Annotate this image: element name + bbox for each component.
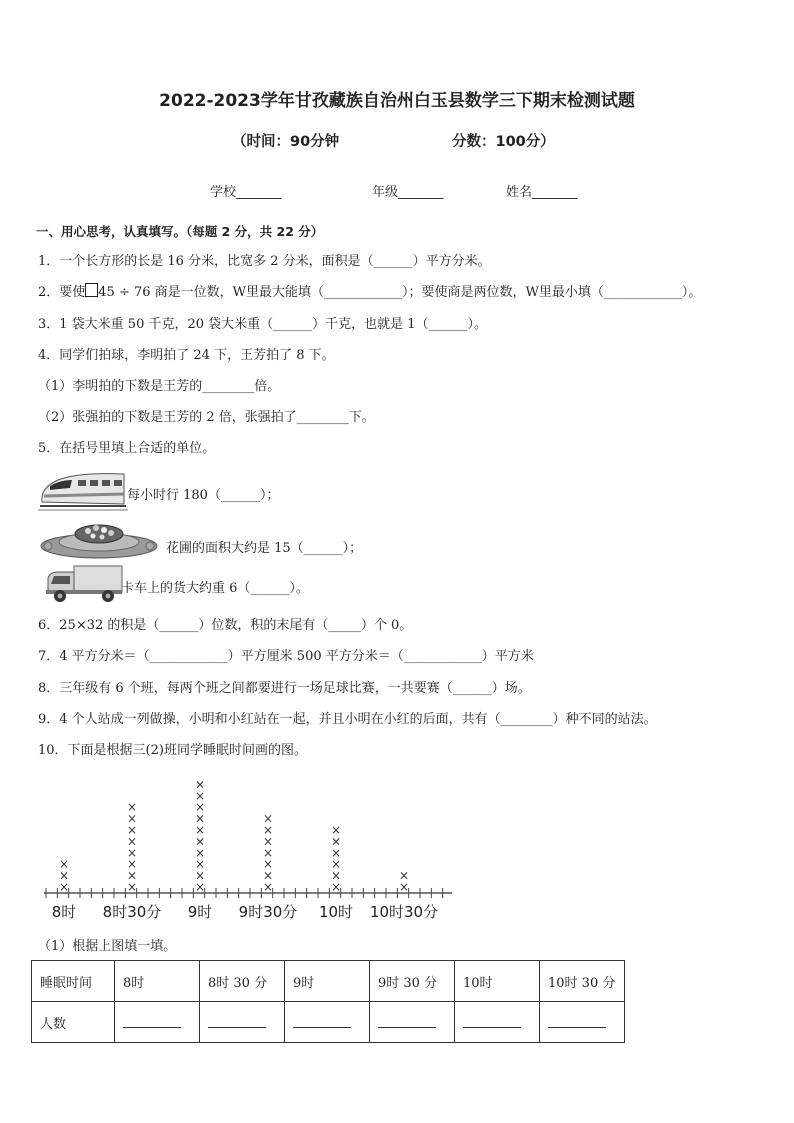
data-mark: × [194,868,206,883]
data-mark: × [330,880,342,894]
data-mark: × [262,834,274,849]
tick-label: 9时30分 [238,903,298,921]
question-1: 1．一个长方形的长是 16 分米，比宽多 2 分米，面积是（______）平方分米。 [38,254,491,269]
question-5-train: 每小时行 180（______）； [127,488,280,503]
table-cell: 10时 30 分 [540,961,625,1002]
answer-blank[interactable] [285,1002,370,1043]
data-mark: × [194,880,206,894]
question-2-rest: 45 ÷ 76 商是一位数，W里最大能填（____________）；要使商是两位数，W里最小填（____________）。 [98,285,702,300]
sleep-table [31,960,625,1043]
question-9: 9．4 个人站成一列做操，小明和小红站在一起，并且小明在小红的后面，共有（________）种不同的站法。 [38,712,657,727]
question-2-start: 2．要使 [38,285,86,300]
question-10-1: （1）根据上图填一填。 [38,939,177,954]
data-mark: × [194,811,206,826]
question-5: 5．在括号里填上合适的单位。 [38,441,216,456]
question-5-truck: 卡车上的货大约重 6（______）。 [121,581,309,596]
table-row-time [32,961,625,1002]
sleep-time-dot-plot [36,762,466,927]
data-mark: × [330,857,342,872]
data-mark: × [262,823,274,837]
data-mark: × [58,857,70,872]
data-mark: × [262,880,274,894]
answer-blank[interactable] [455,1002,540,1043]
data-mark: × [126,880,138,894]
data-mark: × [330,834,342,849]
tick-label: 9时 [187,903,213,921]
question-6: 6．25×32 的积是（______）位数，积的末尾有（_____）个 0。 [38,618,413,633]
table-cell: 10时 [455,961,540,1002]
data-mark: × [194,834,206,849]
grade-field: 年级_______ [372,185,444,200]
data-mark: × [330,845,342,860]
data-mark: × [262,868,274,883]
data-mark: × [194,788,206,803]
data-mark: × [126,823,138,837]
exam-score: 分数：100分） [452,134,555,150]
data-mark: × [194,823,206,837]
table-row-count [32,1002,625,1043]
data-mark: × [58,880,70,894]
data-mark: × [398,880,410,894]
data-mark: × [262,811,274,826]
table-cell: 9时 [285,961,370,1002]
name-field: 姓名_______ [506,185,578,200]
data-mark: × [58,868,70,883]
data-mark: × [194,845,206,860]
data-mark: × [194,777,206,792]
data-mark: × [126,845,138,860]
exam-time: （时间：90分钟 [232,134,340,150]
data-mark: × [330,868,342,883]
data-mark: × [126,800,138,815]
table-cell: 8时 [115,961,200,1002]
question-4-1: （1）李明拍的下数是王芳的________倍。 [38,379,281,394]
tick-label: 10时 [318,903,354,921]
answer-blank[interactable] [200,1002,285,1043]
table-cell: 9时 30 分 [370,961,455,1002]
question-5-garden: 花圃的面积大约是 15（______）； [166,541,363,556]
high-speed-train-icon [38,466,128,512]
data-mark: × [398,868,410,883]
tick-label: 10时30分 [369,903,439,921]
answer-blank[interactable] [115,1002,200,1043]
question-4: 4．同学们拍球，李明拍了 24 下，王芳拍了 8 下。 [38,348,335,363]
data-mark: × [262,845,274,860]
blank-box-icon [85,283,98,297]
data-mark: × [194,857,206,872]
data-mark: × [126,868,138,883]
data-mark: × [126,857,138,872]
table-cell: 8时 30 分 [200,961,285,1002]
row-label-time: 睡眠时间 [32,961,115,1002]
data-mark: × [126,811,138,826]
truck-icon [44,562,124,604]
answer-blank[interactable] [540,1002,625,1043]
page-title: 2022-2023学年甘孜藏族自治州白玉县数学三下期末检测试题 [159,91,635,111]
data-mark: × [262,857,274,872]
row-label-count: 人数 [32,1002,115,1043]
question-7: 7．4 平方分米＝（____________）平方厘米 500 平方分米＝（____________）平方米 [38,649,534,664]
question-2 [38,281,701,300]
data-mark: × [126,834,138,849]
tick-label: 8时30分 [102,903,162,921]
tick-label: 8时 [51,903,77,921]
flower-bed-icon [38,518,160,560]
question-8: 8．三年级有 6 个班，每两个班之间都要进行一场足球比赛，一共要赛（______）场。 [38,681,531,696]
section-heading: 一、用心思考，认真填写。（每题 2 分，共 22 分） [36,224,324,239]
question-4-2: （2）张强拍的下数是王芳的 2 倍，张强拍了________下。 [38,410,375,425]
data-mark: × [330,823,342,837]
answer-blank[interactable] [370,1002,455,1043]
question-10: 10．下面是根据三(2)班同学睡眠时间画的图。 [38,743,307,758]
question-3: 3．1 袋大米重 50 千克，20 袋大米重（______）千克，也就是 1（______）。 [38,317,488,332]
school-field: 学校_______ [210,185,282,200]
data-mark: × [194,800,206,815]
